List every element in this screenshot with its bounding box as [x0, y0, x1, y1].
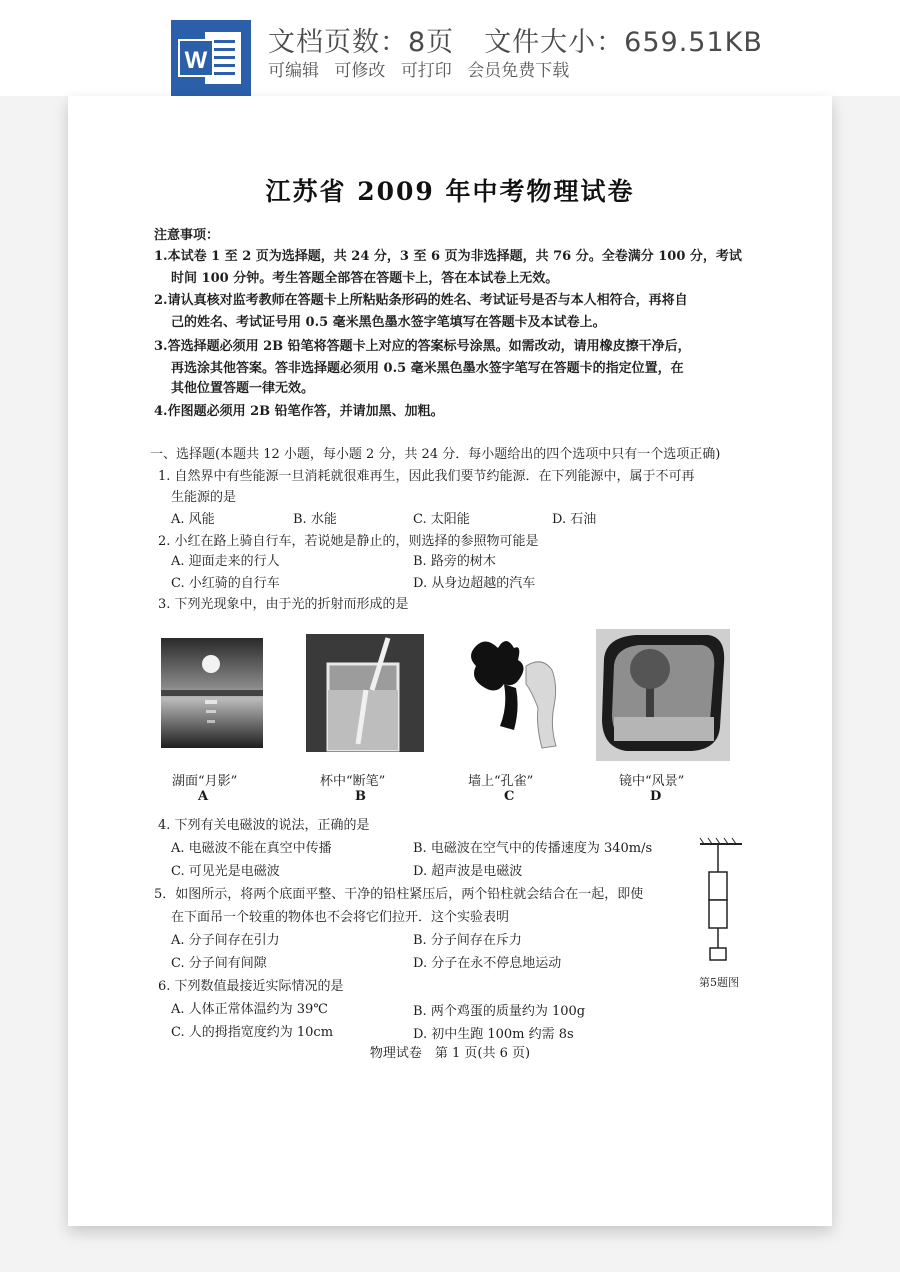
section-heading: 一、选择题(本题共 12 小题，每小题 2 分，共 24 分．每小题给出的四个选项中只有一个选项正确) — [150, 447, 721, 462]
notice-line: 其他位置答题一律无效。 — [171, 381, 315, 396]
q4-option-d: D. 超声波是电磁波 — [413, 864, 523, 879]
feature-list — [268, 56, 579, 81]
q6-option-b: B. 两个鸡蛋的质量约为 100g — [413, 1004, 586, 1019]
q6-option-c: C. 人的拇指宽度约为 10cm — [171, 1025, 334, 1040]
word-document-icon — [171, 20, 251, 96]
q1-option-b: B. 水能 — [293, 512, 337, 527]
q1-stem: 1. 自然界中有些能源一旦消耗就很难再生，因此我们要节约能源．在下列能源中，属于不可再 — [158, 469, 695, 484]
q5-option-c: C. 分子间有间隙 — [171, 956, 267, 971]
q4-stem: 4. 下列有关电磁波的说法，正确的是 — [158, 818, 370, 833]
feature-editable: 可编辑 — [268, 61, 319, 81]
q2-option-c: C. 小红骑的自行车 — [171, 576, 280, 591]
exam-title: 江苏省 2009 年中考物理试卷 — [265, 177, 635, 206]
q5-option-d: D. 分子在永不停息地运动 — [413, 956, 562, 971]
feature-printable: 可打印 — [400, 61, 452, 81]
q5-option-a: A. 分子间存在引力 — [171, 933, 280, 948]
page-footer: 物理试卷 第 1 页(共 6 页) — [369, 1046, 531, 1061]
file-stats — [268, 20, 763, 59]
q2-option-d: D. 从身边超越的汽车 — [413, 576, 536, 591]
q6-option-a: A. 人体正常体温约为 39℃ — [171, 1002, 328, 1017]
q4-option-a: A. 电磁波不能在真空中传播 — [171, 841, 332, 856]
exam-page — [68, 96, 832, 1226]
q3-caption-c: 墙上“孔雀” — [468, 774, 534, 789]
q1-stem-cont: 生能源的是 — [171, 490, 237, 505]
notice-line: 时间 100 分钟。考生答题全部答在答题卡上，答在本试卷上无效。 — [171, 271, 559, 286]
q3-caption-b: 杯中“断笔” — [320, 774, 386, 789]
q5-option-b: B. 分子间存在斥力 — [413, 933, 522, 948]
q2-option-b: B. 路旁的树木 — [413, 554, 496, 569]
q1-option-a: A. 风能 — [171, 512, 215, 527]
notice-line: 己的姓名、考试证号用 0.5 毫米黑色墨水签字笔填写在答题卡及本试卷上。 — [171, 315, 606, 330]
lake-moon-photo — [161, 638, 263, 748]
notice-line: 1.本试卷 1 至 2 页为选择题，共 24 分，3 至 6 页为非选择题，共 76 分。全卷满分 100 分，考试 — [154, 249, 742, 264]
q5-figure-caption: 第5题图 — [699, 976, 739, 989]
q3-letter-b: B — [355, 789, 366, 804]
page-count: 文档页数：8页 — [268, 27, 455, 58]
hand-shadow-photo — [456, 626, 566, 752]
glass-pencil-photo — [306, 634, 424, 752]
feature-member-download[interactable]: 会员免费下载 — [467, 61, 570, 81]
file-size: 文件大小：659.51KB — [484, 27, 763, 58]
q5-stem-cont: 在下面吊一个较重的物体也不会将它们拉开．这个实验表明 — [171, 910, 510, 925]
q3-caption-d: 镜中“风景” — [619, 774, 685, 789]
q3-stem: 3. 下列光现象中，由于光的折射而形成的是 — [158, 597, 409, 612]
q3-letter-d: D — [650, 789, 662, 804]
q3-letter-a: A — [198, 789, 209, 804]
download-banner — [0, 0, 900, 96]
notice-line: 3.答选择题必须用 2B 铅笔将答题卡上对应的答案标号涂黑。如需改动，请用橡皮擦干净后， — [154, 339, 691, 354]
notice-line: 再选涂其他答案。答非选择题必须用 0.5 毫米黑色墨水签字笔写在答题卡的指定位置，在 — [171, 361, 684, 376]
q6-option-d: D. 初中生跑 100m 约需 8s — [413, 1027, 574, 1042]
svg-text:W: W — [184, 47, 208, 74]
q6-stem: 6. 下列数值最接近实际情况的是 — [158, 979, 344, 994]
q3-letter-c: C — [504, 789, 515, 804]
q2-stem: 2. 小红在路上骑自行车，若说她是静止的，则选择的参照物可能是 — [158, 534, 539, 549]
notice-heading: 注意事项： — [154, 228, 220, 243]
q4-option-c: C. 可见光是电磁波 — [171, 864, 280, 879]
q3-caption-a: 湖面“月影” — [172, 774, 238, 789]
feature-modifiable: 可修改 — [334, 61, 386, 81]
notice-line: 4.作图题必须用 2B 铅笔作答，并请加黑、加粗。 — [154, 404, 444, 419]
car-mirror-photo — [596, 629, 730, 761]
q2-option-a: A. 迎面走来的行人 — [171, 554, 280, 569]
lead-cylinders-figure — [696, 836, 746, 966]
q1-option-c: C. 太阳能 — [413, 512, 470, 527]
q1-option-d: D. 石油 — [552, 512, 597, 527]
q4-option-b: B. 电磁波在空气中的传播速度为 340m/s — [413, 841, 653, 856]
q5-stem: 5．如图所示，将两个底面平整、干净的铅柱紧压后，两个铅柱就会结合在一起，即使 — [154, 887, 644, 902]
notice-line: 2.请认真核对监考教师在答题卡上所粘贴条形码的姓名、考试证号是否与本人相符合，再将自 — [154, 293, 688, 308]
